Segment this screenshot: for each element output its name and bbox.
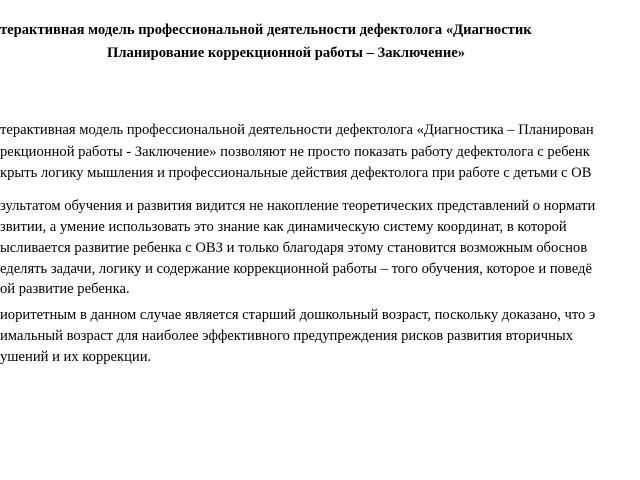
slide-title-line-2: Планирование коррекционной работы – Заключение» [107,45,466,61]
paragraph-3-line-2: имальный возраст для наиболее эффективного предупреждения рисков развития вторичных [0,328,573,344]
paragraph-2-line-3: ысливается развитие ребенка с ОВЗ и только благодаря этому становится возможным обоснов [0,240,588,256]
paragraph-2-line-1: зультатом обучения и развития видится не накопление теоретических представлений о нормати [0,198,596,214]
paragraph-2-line-4: еделять задачи, логику и содержание коррекционной работы – того обучения, которое и поведё [0,261,592,277]
paragraph-3-line-1: иоритетным в данном случае является старший дошкольный возраст, поскольку доказано, что э [0,307,596,323]
paragraph-1-line-1: терактивная модель профессиональной деятельности дефектолога «Диагностика – Планирован [0,122,594,138]
paragraph-2-line-2: звитии, а умение использовать это знание как динамическую систему координат, в которой [0,219,567,235]
paragraph-3-line-3: ушений и их коррекции. [0,349,152,365]
slide-title-line-1: терактивная модель профессиональной деятельности дефектолога «Диагностик [0,22,532,38]
paragraph-2-line-5: ой развитие ребенка. [0,281,130,297]
paragraph-1-line-3: крыть логику мышления и профессиональные действия дефектолога при работе с детьми с ОВ [0,165,592,181]
paragraph-1-line-2: рекционной работы - Заключение» позволяют не просто показать работу дефектолога с ребенк [0,144,590,160]
